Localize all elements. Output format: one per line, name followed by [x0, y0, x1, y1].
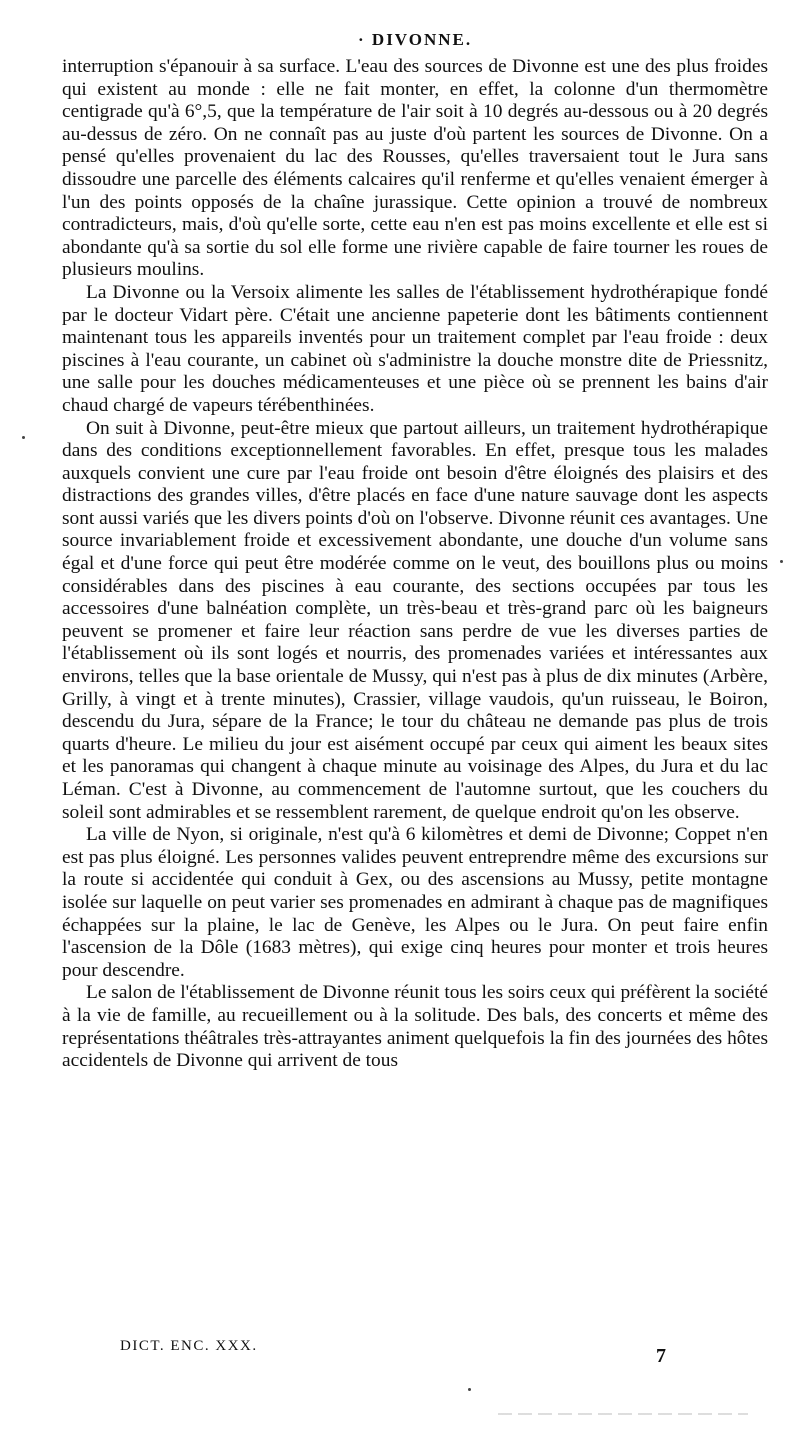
- running-title: · DIVONNE.: [358, 30, 473, 49]
- margin-dot-mark: [780, 560, 783, 563]
- signature-mark: DICT. ENC. XXX.: [120, 1338, 258, 1354]
- paragraph-continued: interruption s'épanouir à sa surface. L'eau des sources de Divonne est une des plus froides qui existent au monde : elle ne fait monter, en effet, la colonne d'un thermomètre centigrade qu'à 6°,5, que la température de l'air soit à 10 degrés au-dessous ou à 20 degrés au-dessus de zéro. On ne connaît pas au juste d'où partent les sources de Divonne. On a pensé qu'elles provenaient du lac des Rousses, qu'elles traversaient tout le Jura sans dissoudre une parcelle des éléments calcaires qu'il renferme et qu'elles venaient émerger à l'un des points opposés de la chaîne jurassique. Cette opinion a trouvé de nombreux contradicteurs, mais, d'où qu'elle sorte, cette eau n'en est pas moins excellente et elle est si abondante qu'à sa sortie du sol elle forme une rivière capable de faire tourner les roues de plusieurs moulins.: [62, 56, 768, 281]
- body-text: [62, 56, 768, 1073]
- paragraph-excursions: La ville de Nyon, si originale, n'est qu'à 6 kilomètres et demi de Divonne; Coppet n'en est pas plus éloigné. Les personnes valides peuvent entreprendre même des excursions sur la route si accidentée qui conduit à Gex, ou des ascensions au Mussy, petite montagne isolée sur laquelle on peut varier ses promenades en admirant à chaque pas de magnifiques échappées sur la plaine, le lac de Genève, les Alpes ou le Jura. On peut faire enfin l'ascension de la Dôle (1683 mètres), qui exige cinq heures pour monter et trois heures pour descendre.: [62, 824, 768, 981]
- margin-dot-mark: [22, 436, 25, 439]
- paragraph-versoix: La Divonne ou la Versoix alimente les salles de l'établissement hydrothérapique fondé par le docteur Vidart père. C'était une ancienne papeterie dont les bâtiments contiennent maintenant tous les appareils inventés pour un traitement complet par l'eau froide : deux piscines à l'eau courante, un cabinet où s'administre la douche monstre dite de Priessnitz, une salle pour les douches médicamenteuses et une pièce où se prennent les bains d'air chaud chargé de vapeurs térébenthinées.: [62, 281, 768, 416]
- paragraph-salon: Le salon de l'établissement de Divonne réunit tous les soirs ceux qui préfèrent la société à la vie de famille, au recueillement ou à la solitude. Des bals, des concerts et même des représentations théâtrales très-attrayantes animent quelquefois la fin des journées des hôtes accidentels de Divonne qui arrivent de tous: [62, 982, 768, 1072]
- margin-dot-mark: [468, 1388, 471, 1391]
- paragraph-treatment: On suit à Divonne, peut-être mieux que partout ailleurs, un traitement hydrothérapique dans des conditions exceptionnellement favorables. En effet, presque tous les malades auxquels convient une cure par l'eau froide ont besoin d'être éloignés des plaisirs et des distractions des grandes villes, d'être placés en face d'une nature sauvage dont les aspects sont aussi variés que les divers points d'où on l'observe. Divonne réunit ces avantages. Une source invariablement froide et excessivement abondante, une douche d'un volume sans égal et d'une force qui peut être modérée comme on le veut, des bouillons plus ou moins considérables dans des piscines à eau courante, des sections occupées par tous les accessoires d'une balnéation complète, un très-beau et très-grand parc où les baigneurs peuvent se promener et faire leur réaction sans perdre de vue les diverses parties de l'établissement où ils sont logés et nourris, des promenades variées et intéressantes aux environs, telles que la base orientale de Mussy, qui n'est pas à plus de dix minutes (Arbère, Grilly, à vingt et à trente minutes), Crassier, village vaudois, qu'un ruisseau, le Boiron, descendu du Jura, sépare de la France; le tour du château ne demande pas plus de trois quarts d'heure. Le milieu du jour est aisément occupé par ceux qui aiment les beaux sites et les panoramas qui changent à chaque minute au voisinage des Alpes, du Jura et du lac Léman. C'est à Divonne, au commencement de l'automne surtout, que les couchers du soleil sont admirables et se ressemblent rarement, de quelque endroit qu'on les observe.: [62, 417, 768, 823]
- page-number: 7: [656, 1345, 666, 1367]
- bleed-through-line: [498, 1413, 748, 1415]
